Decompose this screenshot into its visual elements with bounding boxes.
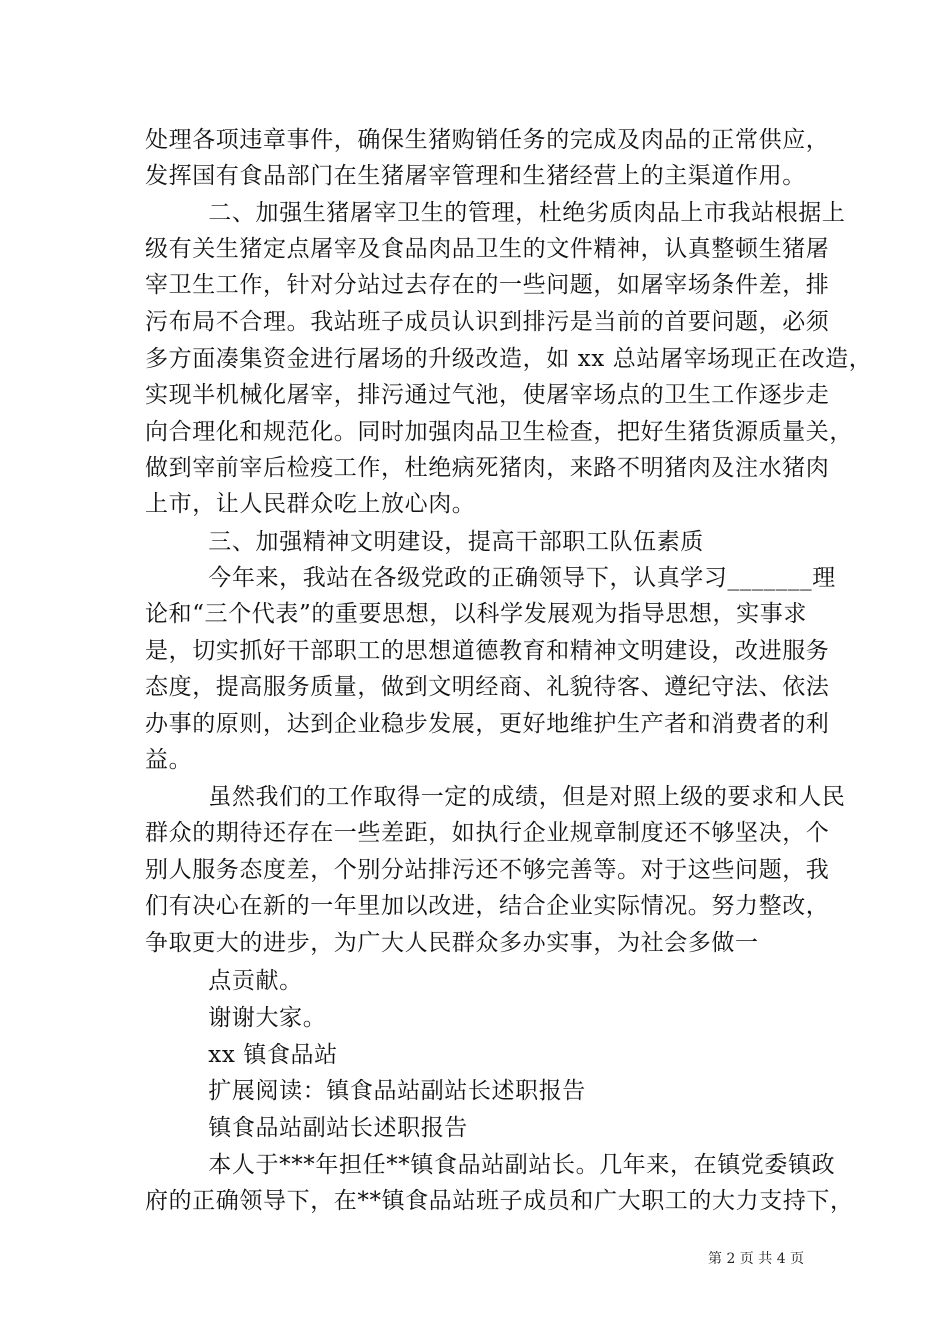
text-line-25: 谢谢大家。	[145, 1005, 327, 1031]
text-line-3: 二、加强生猪屠宰卫生的管理，杜绝劣质肉品上市我站根据上	[145, 200, 846, 226]
text-line-21: 别人服务态度差，个别分站排污还不够完善等。对于这些问题，我	[145, 857, 830, 883]
text-line-19: 虽然我们的工作取得一定的成绩，但是对照上级的要求和人民	[145, 784, 846, 810]
page-number-footer: 第 2 页 共 4 页	[708, 1251, 805, 1267]
text-line-9: 向合理化和规范化。同时加强肉品卫生检查，把好生猪货源质量关，	[145, 419, 853, 445]
text-line-24: 点贡献。	[145, 968, 303, 994]
text-line-26: xx 镇食品站	[145, 1042, 338, 1068]
text-line-7: 多方面凑集资金进行屠场的升级改造，如 xx 总站屠宰场现正在改造，	[145, 346, 873, 372]
text-line-2: 发挥国有食品部门在生猪屠宰管理和生猪经营上的主渠道作用。	[145, 163, 806, 189]
text-line-13: 今年来，我站在各级党政的正确领导下，认真学习_______理	[145, 565, 836, 591]
text-line-10: 做到宰前宰后检疫工作，杜绝病死猪肉，来路不明猪肉及注水猪肉	[145, 455, 830, 481]
text-line-17: 办事的原则，达到企业稳步发展，更好地维护生产者和消费者的利	[145, 711, 830, 737]
text-line-18: 益。	[145, 747, 193, 773]
text-line-5: 宰卫生工作，针对分站过去存在的一些问题，如屠宰场条件差，排	[145, 272, 830, 298]
text-line-27: 扩展阅读：镇食品站副站长述职报告	[145, 1078, 586, 1104]
text-line-8: 实现半机械化屠宰，排污通过气池，使屠宰场点的卫生工作逐步走	[145, 382, 830, 408]
text-line-12: 三、加强精神文明建设，提高干部职工队伍素质	[145, 529, 704, 555]
text-line-6: 污布局不合理。我站班子成员认识到排污是当前的首要问题，必须	[145, 309, 830, 335]
text-line-15: 是，切实抓好干部职工的思想道德教育和精神文明建设，改进服务	[145, 638, 830, 664]
text-line-11: 上市，让人民群众吃上放心肉。	[145, 491, 476, 517]
text-line-29: 本人于***年担任**镇食品站副站长。几年来，在镇党委镇政	[145, 1152, 836, 1178]
text-line-22: 们有决心在新的一年里加以改进，结合企业实际情况。努力整改，	[145, 893, 830, 919]
text-line-23: 争取更大的进步，为广大人民群众多办实事，为社会多做一	[145, 930, 759, 956]
text-line-28: 镇食品站副站长述职报告	[145, 1115, 468, 1141]
text-line-1: 处理各项违章事件，确保生猪购销任务的完成及肉品的正常供应，	[145, 127, 830, 153]
text-line-14: 论和“三个代表”的重要思想，以科学发展观为指导思想，实事求	[145, 601, 807, 627]
text-line-16: 态度，提高服务质量，做到文明经商、礼貌待客、遵纪守法、依法	[145, 674, 830, 700]
text-line-20: 群众的期待还存在一些差距，如执行企业规章制度还不够坚决，个	[145, 820, 830, 846]
text-line-30: 府的正确领导下，在**镇食品站班子成员和广大职工的大力支持下，	[145, 1188, 854, 1214]
text-line-4: 级有关生猪定点屠宰及食品肉品卫生的文件精神，认真整顿生猪屠	[145, 236, 830, 262]
